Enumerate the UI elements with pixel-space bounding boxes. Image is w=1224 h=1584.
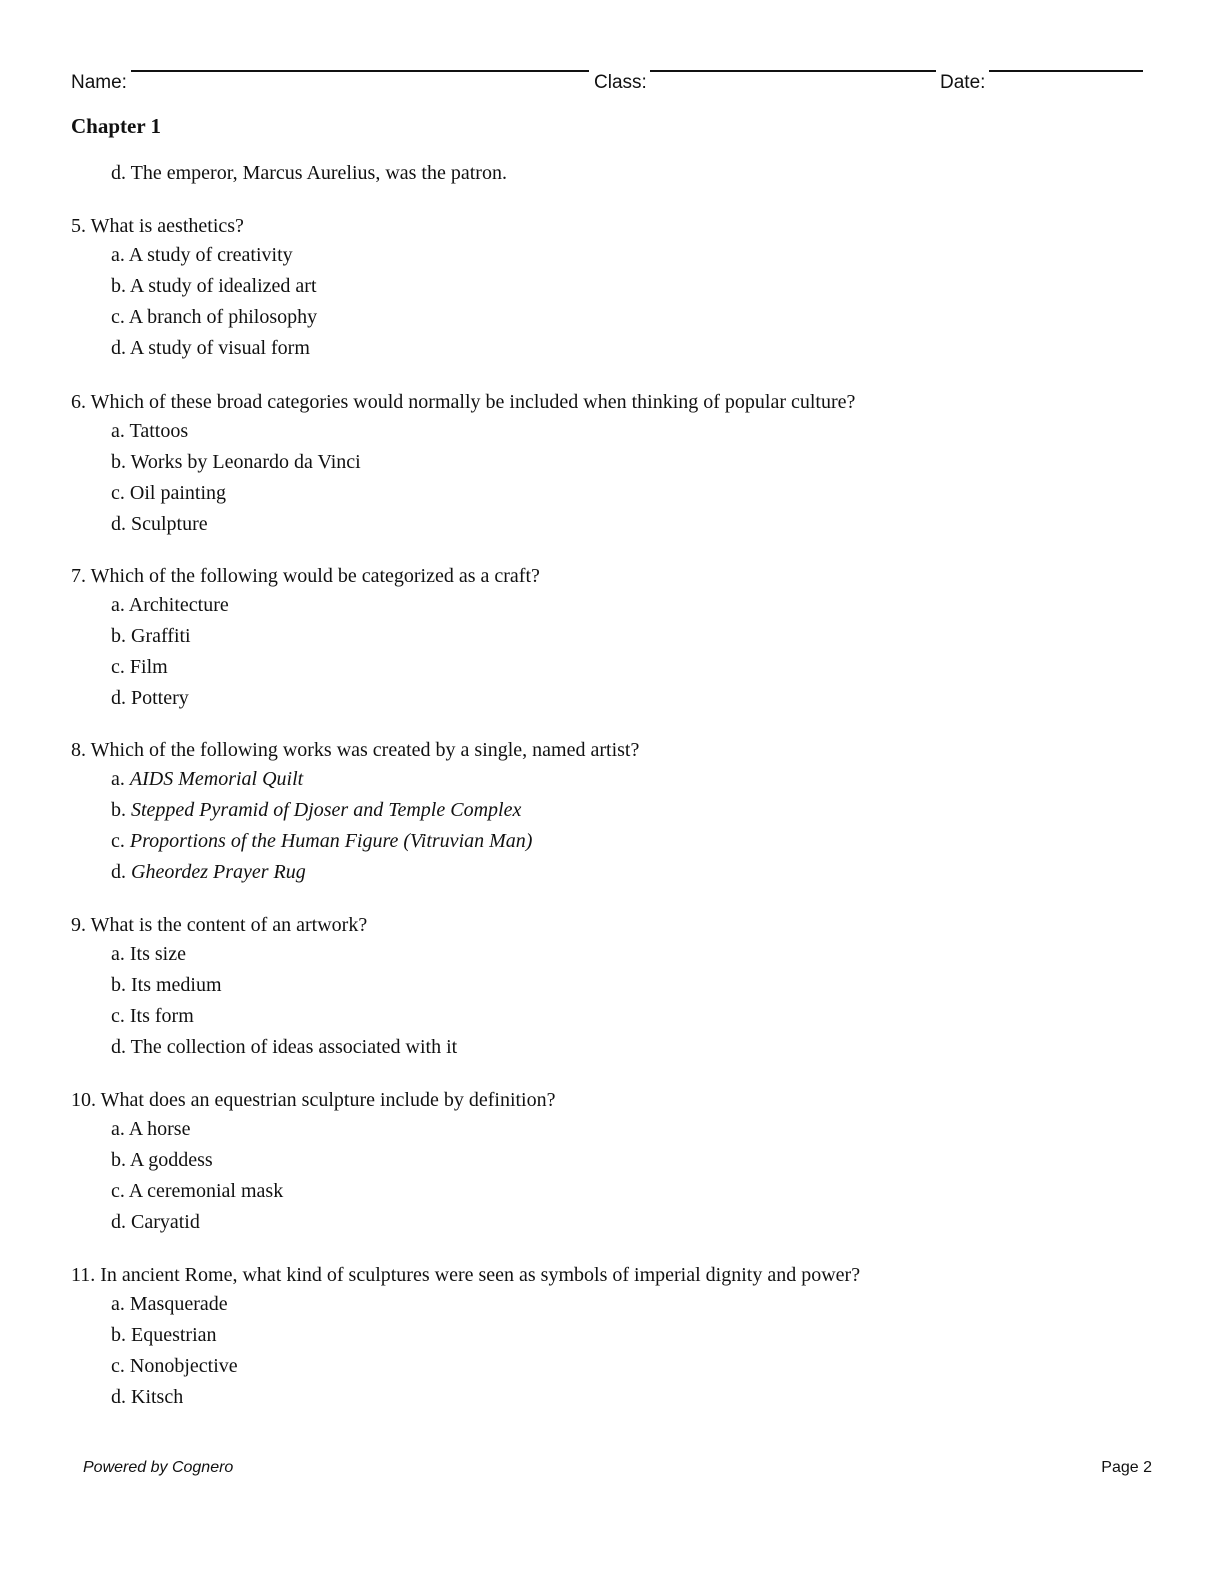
continued-option [111, 158, 507, 189]
name-label: Name: [71, 72, 127, 93]
option-letter: a. [111, 1293, 125, 1315]
option-text: Its size [129, 943, 186, 965]
option-text: A branch of philosophy [128, 306, 318, 328]
option-letter: b. [111, 625, 126, 647]
answer-option [111, 1207, 200, 1238]
option-letter: b. [111, 1149, 126, 1171]
option-letter: b. [111, 275, 126, 297]
option-text: Stepped Pyramid of Djoser and Temple Complex [131, 799, 522, 821]
question-number: 6. [71, 391, 86, 413]
answer-option [111, 939, 186, 970]
option-letter: a. [111, 420, 125, 442]
answer-option [111, 509, 208, 540]
option-letter: b. [111, 974, 126, 996]
option-letter: c. [111, 482, 125, 504]
answer-option [111, 478, 226, 509]
option-text: Sculpture [131, 513, 208, 535]
option-letter: b. [111, 1324, 126, 1346]
option-text: The collection of ideas associated with it [130, 1036, 458, 1058]
answer-option [111, 1320, 217, 1351]
answer-option [111, 795, 521, 826]
answer-option [111, 621, 191, 652]
question-number: 8. [71, 739, 86, 761]
question-text: Which of these broad categories would normally be included when thinking of popular culture? [90, 391, 856, 413]
question-8 [71, 735, 639, 766]
answer-option [111, 240, 293, 271]
question-9 [71, 910, 367, 941]
class-blank-line [650, 70, 936, 72]
option-letter: b. [111, 799, 126, 821]
option-text: Oil painting [129, 482, 226, 504]
question-7 [71, 561, 540, 592]
option-letter: c. [111, 830, 125, 852]
answer-option [111, 1176, 283, 1207]
date-blank-line [989, 70, 1143, 72]
answer-option [111, 1001, 194, 1032]
question-6 [71, 387, 855, 418]
answer-option [111, 826, 532, 857]
option-letter: d. [111, 162, 126, 184]
question-number: 11. [71, 1264, 96, 1286]
option-text: Its form [129, 1005, 194, 1027]
answer-option [111, 764, 303, 795]
answer-option [111, 1382, 183, 1413]
answer-option [111, 652, 168, 683]
question-text: What is aesthetics? [90, 215, 244, 237]
option-letter: a. [111, 768, 125, 790]
question-text: Which of the following would be categorized as a craft? [90, 565, 540, 587]
option-letter: a. [111, 244, 125, 266]
answer-option [111, 416, 188, 447]
option-letter: d. [111, 1036, 126, 1058]
option-text: A ceremonial mask [128, 1180, 284, 1202]
answer-option [111, 1351, 238, 1382]
option-text: Film [129, 656, 168, 678]
option-letter: a. [111, 943, 125, 965]
question-11 [71, 1260, 860, 1291]
question-number: 9. [71, 914, 86, 936]
answer-option [111, 271, 317, 302]
answer-option [111, 970, 222, 1001]
class-label: Class: [594, 72, 647, 93]
option-letter: c. [111, 306, 125, 328]
powered-by-footer: Powered by Cognero [83, 1459, 234, 1476]
question-number: 5. [71, 215, 86, 237]
option-text: Tattoos [129, 420, 189, 442]
option-letter: d. [111, 1386, 126, 1408]
option-text: Works by Leonardo da Vinci [130, 451, 361, 473]
question-number: 7. [71, 565, 86, 587]
option-text: Caryatid [131, 1211, 200, 1233]
answer-option [111, 447, 361, 478]
answer-option [111, 590, 229, 621]
answer-option [111, 1032, 457, 1063]
option-text: A horse [128, 1118, 191, 1140]
option-text: Graffiti [131, 625, 191, 647]
option-text: Nonobjective [129, 1355, 238, 1377]
option-text: Masquerade [129, 1293, 228, 1315]
option-text: A goddess [129, 1149, 213, 1171]
question-text: What is the content of an artwork? [90, 914, 368, 936]
student-info-header [71, 70, 1143, 98]
question-text: What does an equestrian sculpture include by definition? [100, 1089, 556, 1111]
answer-option [111, 1145, 213, 1176]
option-text: A study of visual form [129, 337, 310, 359]
option-letter: c. [111, 1005, 125, 1027]
option-letter: c. [111, 656, 125, 678]
option-text: Architecture [128, 594, 229, 616]
option-text: AIDS Memorial Quilt [129, 768, 304, 790]
question-text: In ancient Rome, what kind of sculptures were seen as symbols of imperial dignity and power? [100, 1264, 861, 1286]
option-letter: d. [111, 861, 126, 883]
option-letter: c. [111, 1355, 125, 1377]
chapter-title: Chapter 1 [71, 114, 162, 138]
option-letter: a. [111, 594, 125, 616]
option-text: Gheordez Prayer Rug [131, 861, 306, 883]
option-letter: d. [111, 513, 126, 535]
answer-option [111, 683, 189, 714]
option-text: A study of creativity [128, 244, 293, 266]
option-letter: a. [111, 1118, 125, 1140]
question-number: 10. [71, 1089, 96, 1111]
question-5 [71, 211, 244, 242]
answer-option [111, 1114, 190, 1145]
option-letter: d. [111, 1211, 126, 1233]
option-text: Proportions of the Human Figure (Vitruvian Man) [129, 830, 533, 852]
question-text: Which of the following works was created by a single, named artist? [90, 739, 640, 761]
page-number: Page 2 [1101, 1459, 1152, 1476]
option-letter: d. [111, 687, 126, 709]
option-text: The emperor, Marcus Aurelius, was the patron. [130, 162, 507, 184]
option-text: Equestrian [131, 1324, 217, 1346]
answer-option [111, 302, 317, 333]
answer-option [111, 1289, 228, 1320]
option-letter: d. [111, 337, 126, 359]
answer-option [111, 333, 310, 364]
question-10 [71, 1085, 556, 1116]
option-text: Kitsch [131, 1386, 184, 1408]
option-letter: b. [111, 451, 126, 473]
option-letter: c. [111, 1180, 125, 1202]
option-text: Its medium [131, 974, 222, 996]
option-text: A study of idealized art [129, 275, 317, 297]
date-label: Date: [940, 72, 986, 93]
option-text: Pottery [131, 687, 189, 709]
name-blank-line [131, 70, 589, 72]
answer-option [111, 857, 306, 888]
